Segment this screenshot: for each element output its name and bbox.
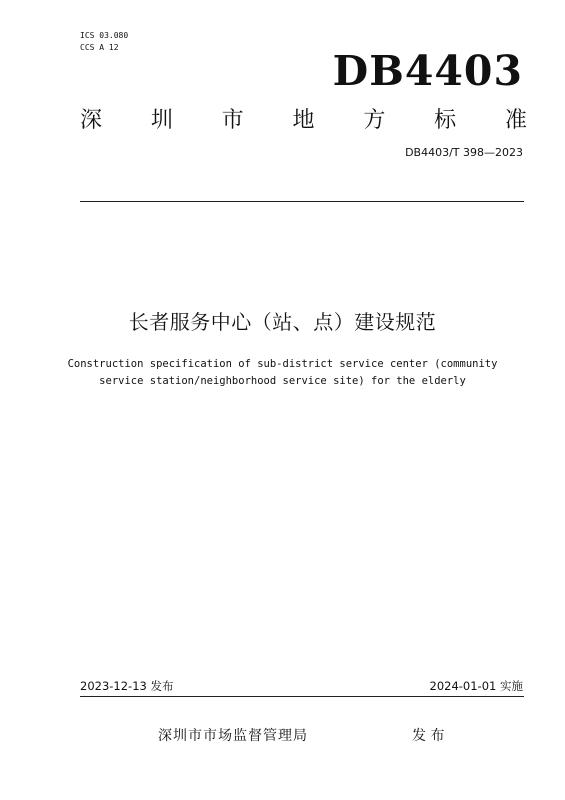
header-divider: [80, 201, 524, 202]
issue-date: 2023-12-13 发布: [80, 679, 174, 693]
document-title-en: [0, 356, 565, 390]
implementation-date: 2024-01-01 实施: [429, 679, 523, 693]
issuer-char: 方: [363, 108, 386, 133]
document-title-cn: 长者服务中心（站、点）建设规范: [128, 310, 437, 334]
title-en-line-2: service station/neighborhood service site) for the elderly: [99, 375, 466, 387]
issuer-char: 市: [221, 108, 244, 133]
title-en-line-1: Construction specification of sub-district service center (community: [67, 358, 498, 370]
standard-code: DB4403: [332, 47, 523, 95]
issuer-char: 地: [292, 108, 315, 133]
issuer-char: 准: [504, 108, 527, 133]
issuing-authority: 深圳市市场监督管理局: [158, 728, 308, 744]
issuer-char: 圳: [150, 108, 173, 133]
ccs-code: CCS A 12: [80, 43, 119, 52]
issuer-char: 标: [434, 108, 457, 133]
ics-code: ICS 03.080: [80, 31, 129, 40]
issuer-char: 深: [80, 108, 103, 133]
issuer-title: [80, 106, 527, 136]
publish-label: 发 布: [412, 728, 445, 744]
classification-codes: [80, 30, 128, 54]
standard-number: DB4403/T 398—2023: [405, 146, 523, 159]
footer-divider: [80, 696, 524, 697]
